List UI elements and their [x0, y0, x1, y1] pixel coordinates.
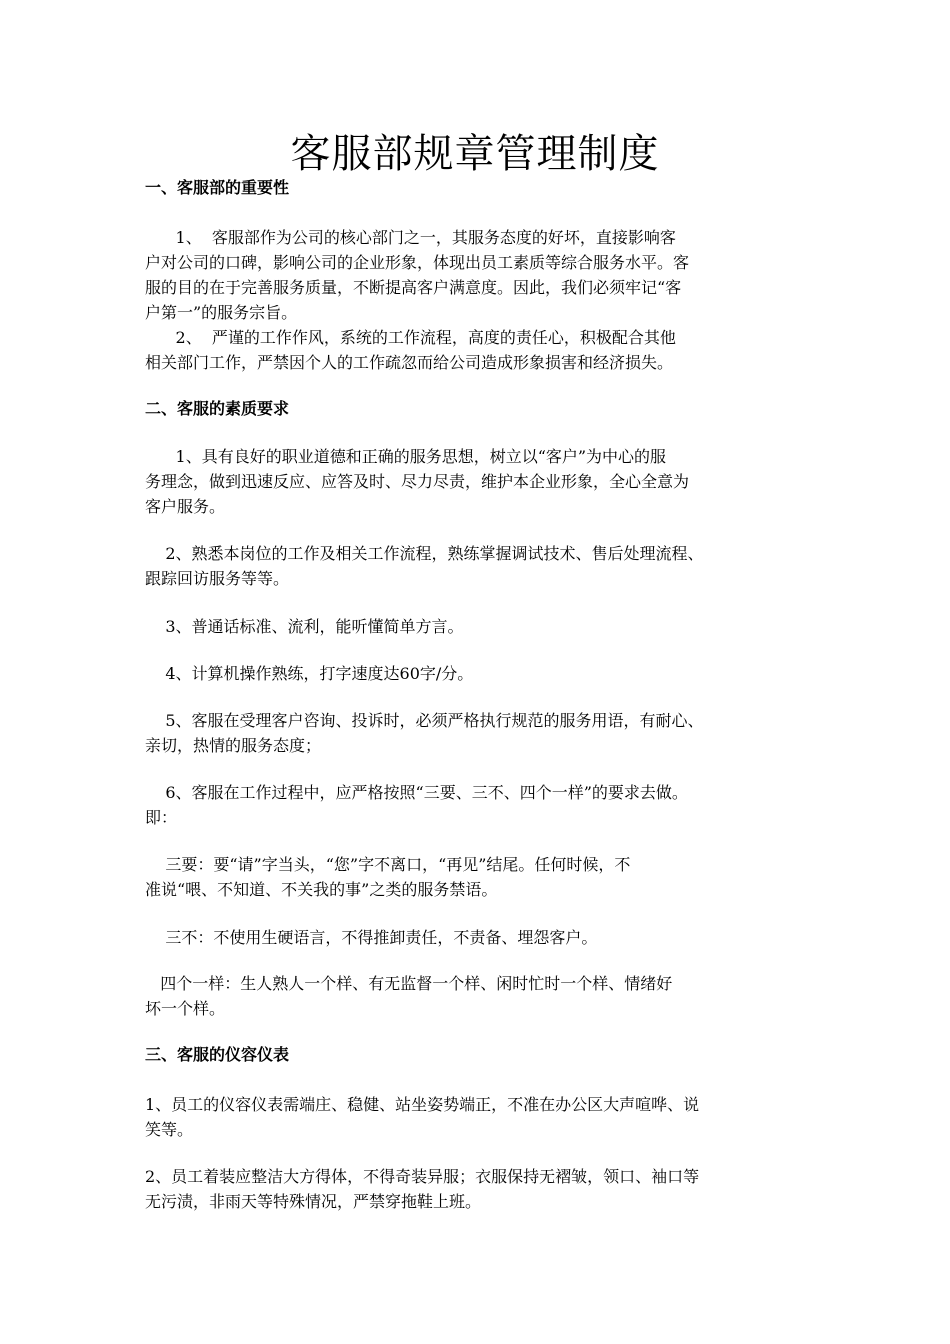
- section-heading-appearance: 三、客服的仪容仪表: [145, 1045, 290, 1064]
- paragraph: 2、员工着装应整洁大方得体，不得奇装异服；衣服保持无褶皱，领口、袖口等 无污渍，非雨天等特殊情况，严禁穿拖鞋上班。: [145, 1167, 700, 1211]
- paragraph: 4、计算机操作熟练，打字速度达60字/分。: [145, 664, 474, 683]
- paragraph: 三不：不使用生硬语言，不得推卸责任，不责备、埋怨客户。: [145, 928, 598, 947]
- paragraph: 三要：要“请”字当头，“您”字不离口，“再见”结尾。任何时候，不 准说“喂、不知道、不关我的事”之类的服务禁语。: [145, 855, 631, 899]
- paragraph: 5、客服在受理客户咨询、投诉时，必须严格执行规范的服务用语，有耐心、 亲切，热情的服务态度；: [145, 711, 704, 755]
- section-heading-importance: 一、客服部的重要性: [145, 178, 290, 197]
- paragraph: 6、客服在工作过程中，应严格按照“三要、三不、四个一样”的要求去做。 即：: [145, 783, 688, 827]
- paragraph: 1、 客服部作为公司的核心部门之一，其服务态度的好坏，直接影响客 户对公司的口碑，影响公司的企业形象，体现出员工素质等综合服务水平。客 服的目的在于完善服务质量，不断提高客户满意度。因此，我们必须牢记“客 户第一”的服务宗旨。: [145, 228, 690, 322]
- document-title: 客服部规章管理制度: [290, 131, 660, 177]
- paragraph: 四个一样：生人熟人一个样、有无监督一个样、闲时忙时一个样、情绪好 坏一个样。: [145, 974, 673, 1018]
- paragraph: 2、 严谨的工作作风，系统的工作流程，高度的责任心，积极配合其他 相关部门工作，严禁因个人的工作疏忽而给公司造成形象损害和经济损失。: [145, 328, 676, 372]
- paragraph: 2、熟悉本岗位的工作及相关工作流程，熟练掌握调试技术、售后处理流程、 跟踪回访服务等等。: [145, 544, 704, 588]
- paragraph: 1、具有良好的职业道德和正确的服务思想，树立以“客户”为中心的服 务理念，做到迅速反应、应答及时、尽力尽责，维护本企业形象，全心全意为 客户服务。: [145, 447, 690, 516]
- paragraph: 1、员工的仪容仪表需端庄、稳健、站坐姿势端正，不准在办公区大声喧哗、说 笑等。: [145, 1095, 700, 1139]
- section-heading-quality: 二、客服的素质要求: [145, 399, 290, 418]
- paragraph: 3、普通话标准、流利，能听懂简单方言。: [145, 617, 464, 636]
